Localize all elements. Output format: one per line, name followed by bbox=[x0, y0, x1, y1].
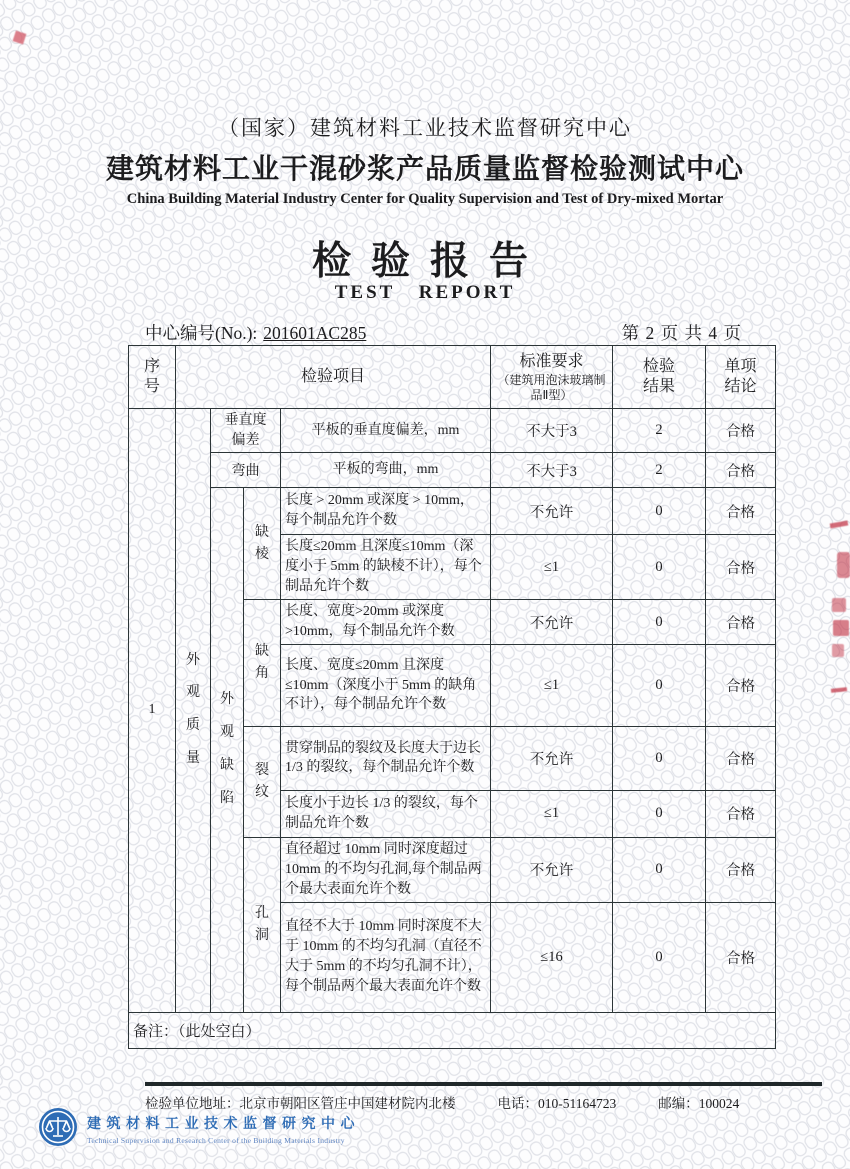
remark-value: （此处空白） bbox=[178, 1023, 261, 1040]
conclusion: 合格 bbox=[706, 790, 776, 837]
footer-zip: 邮编：100024 bbox=[658, 1096, 740, 1111]
requirement: 不允许 bbox=[491, 726, 613, 790]
conclusion: 合格 bbox=[706, 726, 776, 790]
footer-phone: 电话：010-51164723 bbox=[497, 1096, 617, 1111]
requirement: 不允许 bbox=[491, 837, 613, 902]
requirement: 不允许 bbox=[491, 600, 613, 645]
result: 0 bbox=[613, 726, 706, 790]
subcategory-cell: 外观缺陷 bbox=[211, 488, 244, 1012]
item-desc: 平板的垂直度偏差，mm bbox=[281, 409, 491, 453]
category-cell: 外观质量 bbox=[176, 409, 211, 1013]
item-type-cell: 弯曲 bbox=[211, 453, 281, 488]
standard-note: （建筑用泡沫玻璃制品Ⅱ型） bbox=[497, 373, 606, 402]
result: 0 bbox=[613, 600, 706, 645]
conclusion: 合格 bbox=[706, 535, 776, 600]
remark-label: 备注： bbox=[133, 1023, 179, 1040]
requirement: ≤1 bbox=[491, 790, 613, 837]
item-type-cell: 裂纹 bbox=[244, 726, 281, 837]
item-type-cell: 垂直度偏差 bbox=[211, 409, 281, 453]
national-org-line: （国家）建筑材料工业技术监督研究中心 bbox=[218, 116, 632, 140]
col-header-result: 检验结果 bbox=[613, 346, 706, 409]
col-header-seq: 序号 bbox=[129, 346, 176, 409]
red-seal-fragment bbox=[832, 598, 846, 612]
result: 0 bbox=[613, 790, 706, 837]
result: 2 bbox=[613, 409, 706, 453]
conclusion: 合格 bbox=[706, 488, 776, 535]
item-desc: 平板的弯曲，mm bbox=[281, 453, 491, 488]
footer-address: 检验单位地址：北京市朝阳区管庄中国建材院内北楼 bbox=[145, 1096, 456, 1111]
org-brand-cn: 建筑材料工业技术监督研究中心 bbox=[87, 1115, 360, 1131]
seq-cell: 1 bbox=[129, 409, 176, 1013]
report-number-value: 201601AC285 bbox=[263, 323, 367, 343]
result: 2 bbox=[613, 453, 706, 488]
requirement: 不大于3 bbox=[491, 453, 613, 488]
table-row bbox=[129, 409, 776, 453]
result: 0 bbox=[613, 535, 706, 600]
result: 0 bbox=[613, 902, 706, 1012]
item-desc: 贯穿制品的裂纹及长度大于边长 1/3 的裂纹，每个制品允许个数 bbox=[281, 726, 491, 790]
remark-cell bbox=[129, 1012, 776, 1048]
conclusion: 合格 bbox=[706, 409, 776, 453]
item-desc: 长度、宽度≤20mm 且深度≤10mm（深度小于 5mm 的缺角不计），每个制品允许个数 bbox=[281, 644, 491, 726]
footer-divider bbox=[145, 1082, 822, 1086]
conclusion: 合格 bbox=[706, 644, 776, 726]
scales-logo-icon bbox=[38, 1107, 78, 1147]
table-row bbox=[129, 453, 776, 488]
requirement: ≤16 bbox=[491, 902, 613, 1012]
report-title-en: TEST REPORT bbox=[334, 282, 516, 303]
item-desc: 长度、宽度>20mm 或深度>10mm，每个制品允许个数 bbox=[281, 600, 491, 645]
result: 0 bbox=[613, 488, 706, 535]
requirement: ≤1 bbox=[491, 535, 613, 600]
item-type-cell: 缺棱 bbox=[244, 488, 281, 600]
item-type-cell: 孔洞 bbox=[244, 837, 281, 1012]
conclusion: 合格 bbox=[706, 837, 776, 902]
item-type-cell: 缺角 bbox=[244, 600, 281, 727]
conclusion: 合格 bbox=[706, 453, 776, 488]
red-seal-fragment bbox=[832, 644, 844, 657]
conclusion: 合格 bbox=[706, 902, 776, 1012]
red-seal-fragment bbox=[837, 552, 850, 578]
table-header-row bbox=[129, 346, 776, 409]
table-row bbox=[129, 488, 776, 535]
report-title-cn: 检验报告 bbox=[311, 240, 548, 283]
conclusion: 合格 bbox=[706, 600, 776, 645]
col-header-conclusion: 单项结论 bbox=[706, 346, 776, 409]
page-indicator: 第 2 页 共 4 页 bbox=[621, 323, 742, 343]
item-desc: 长度小于边长 1/3 的裂纹，每个制品允许个数 bbox=[281, 790, 491, 837]
item-desc: 直径超过 10mm 同时深度超过 10mm 的不均匀孔洞,每个制品两个最大表面允许个数 bbox=[281, 837, 491, 902]
col-header-standard: 标准要求 （建筑用泡沫玻璃制品Ⅱ型） bbox=[491, 346, 613, 409]
remark-row bbox=[129, 1012, 776, 1048]
org-brand-en: Technical Supervision and Research Center of the Building Materials Industry bbox=[87, 1136, 345, 1145]
org-brand-block bbox=[38, 1107, 360, 1147]
result: 0 bbox=[613, 837, 706, 902]
requirement: ≤1 bbox=[491, 644, 613, 726]
red-seal-fragment bbox=[833, 620, 849, 636]
report-number-line bbox=[145, 320, 374, 345]
requirement: 不大于3 bbox=[491, 409, 613, 453]
center-name-en: China Building Material Industry Center for Quality Supervision and Test of Dry-mixed Mortar bbox=[126, 191, 724, 207]
item-desc: 长度 > 20mm 或深度 > 10mm，每个制品允许个数 bbox=[281, 488, 491, 535]
inspection-results-table bbox=[128, 345, 776, 1049]
org-brand-text bbox=[87, 1107, 360, 1145]
item-desc: 直径不大于 10mm 同时深度不大于 10mm 的不均匀孔洞（直径不大于 5mm 的不均匀孔洞不计），每个制品两个最大表面允许个数 bbox=[281, 902, 491, 1012]
center-name-cn: 建筑材料工业干混砂浆产品质量监督检验测试中心 bbox=[105, 153, 744, 184]
requirement: 不允许 bbox=[491, 488, 613, 535]
col-header-item: 检验项目 bbox=[176, 346, 491, 409]
result: 0 bbox=[613, 644, 706, 726]
report-number-label: 中心编号(No.): bbox=[145, 323, 258, 343]
item-desc: 长度≤20mm 且深度≤10mm（深度小于 5mm 的缺棱不计），每个制品允许个数 bbox=[281, 535, 491, 600]
